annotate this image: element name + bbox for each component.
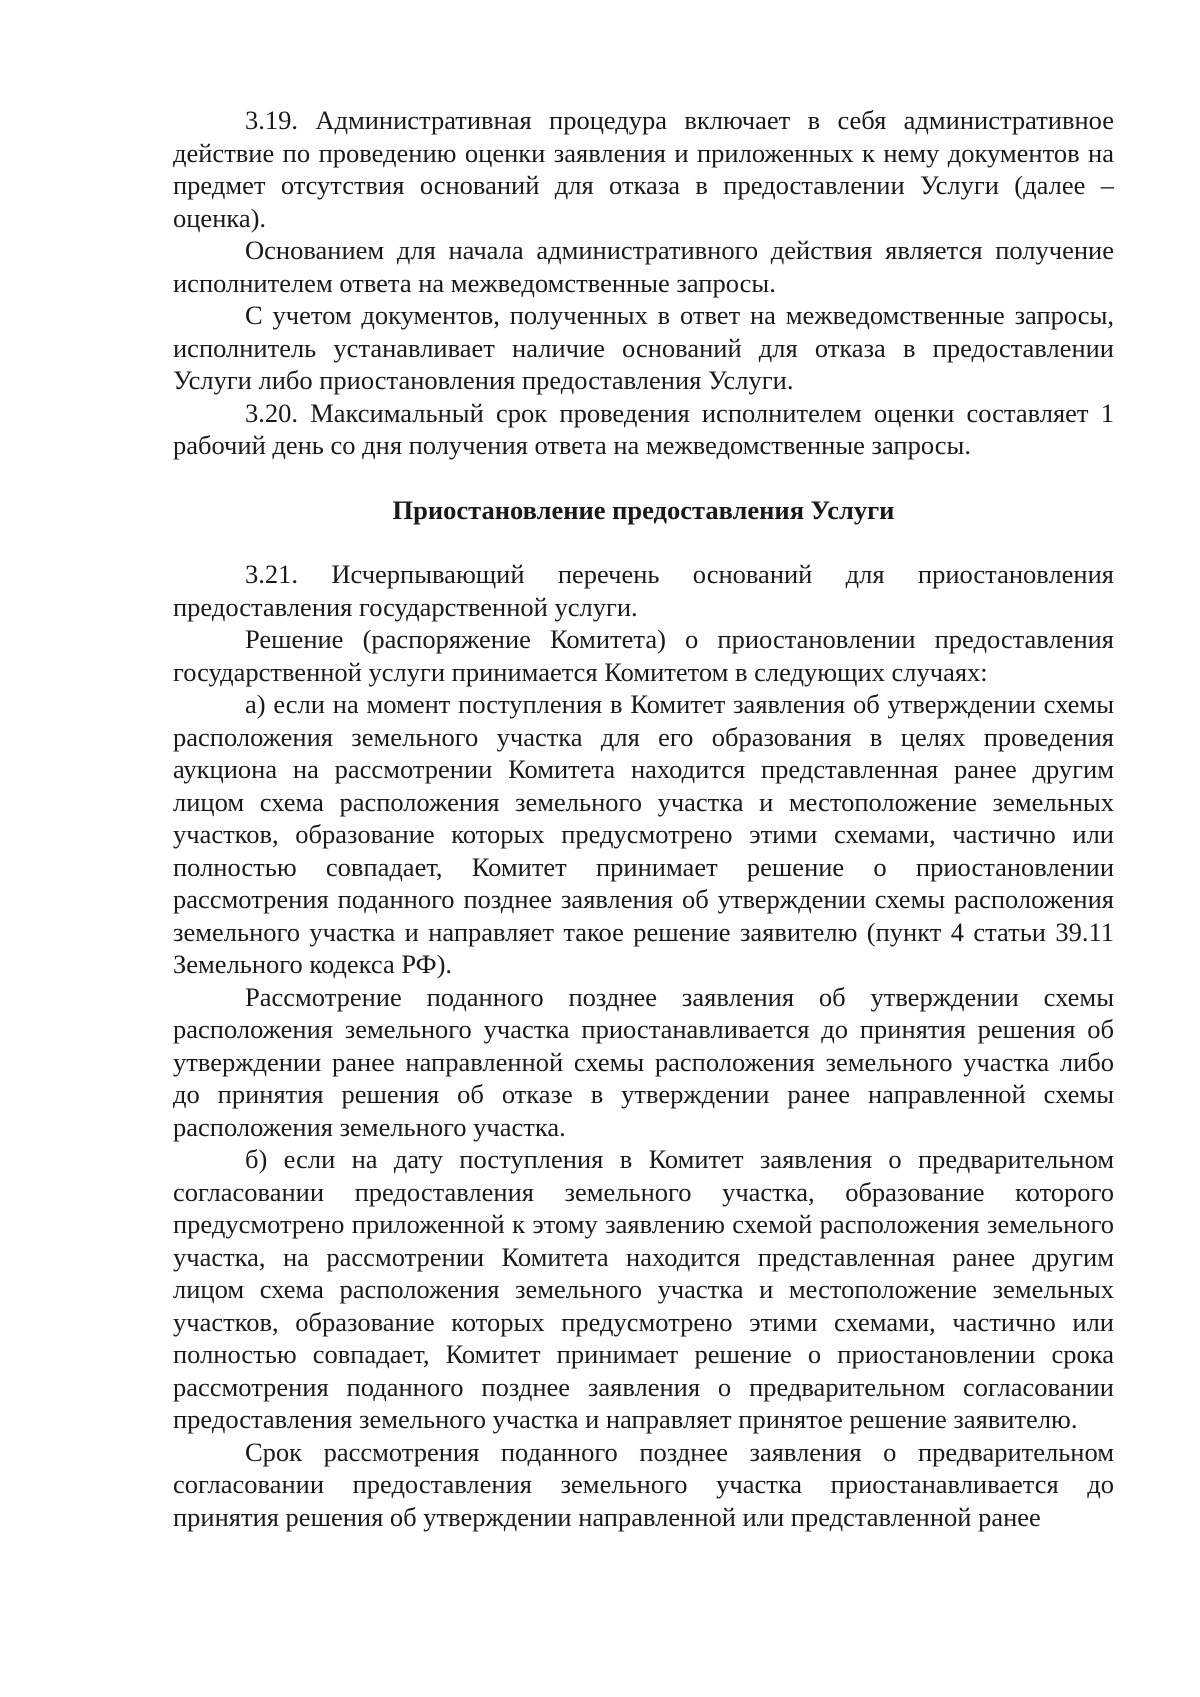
- paragraph-term: Срок рассмотрения поданного позднее заявления о предварительном согласовании предоставления земельного участка приостанавливается до принятия решения об утверждении направленной или представленной ранее: [173, 1436, 1114, 1532]
- paragraph-decision: Решение (распоряжение Комитета) о приостановлении предоставления государственной услуги принимается Комитетом в следующих случаях:: [173, 624, 1114, 687]
- paragraph-3-19: 3.19. Административная процедура включает в себя административное действие по проведению оценки заявления и приложенных к нему документов на предмет отсутствия оснований для отказа в предоставлении Услуги (далее – оценка).: [173, 105, 1114, 233]
- paragraph-consideration: Рассмотрение поданного позднее заявления об утверждении схемы расположения земельного участка приостанавливается до принятия решения об утверждении ранее направленной схемы расположения земельного участка либо до принятия решения об отказе в утверждении ранее направленной схемы расположения земельного участка.: [173, 981, 1114, 1142]
- paragraph-basis: Основанием для начала административного действия является получение исполнителем ответа на межведомственные запросы.: [173, 235, 1114, 298]
- paragraph-case-a: а) если на момент поступления в Комитет заявления об утверждении схемы расположения земельного участка для его образования в целях проведения аукциона на рассмотрении Комитета находится представленная ранее другим лицом схема расположения земельного участка и местоположение земельных участков, образование которых предусмотрено этими схемами, частично или полностью совпадает, Комитет принимает решение о приостановлении рассмотрения поданного позднее заявления об утверждении схемы расположения земельного участка и направляет такое решение заявителю (пункт 4 статьи 39.11 Земельного кодекса РФ).: [173, 689, 1114, 979]
- paragraph-3-20: 3.20. Максимальный срок проведения исполнителем оценки составляет 1 рабочий день со дня получения ответа на межведомственные запросы.: [173, 397, 1114, 460]
- paragraph-case-b: б) если на дату поступления в Комитет заявления о предварительном согласовании предоставления земельного участка, образование которого предусмотрено приложенной к этому заявлению схемой расположения земельного участка, на рассмотрении Комитета находится представленная ранее другим лицом схема расположения земельного участка и местоположение земельных участков, образование которых предусмотрено этими схемами, частично или полностью совпадает, Комитет принимает решение о приостановлении срока рассмотрения поданного позднее заявления о предварительном согласовании предоставления земельного участка и направляет принятое решение заявителю.: [173, 1144, 1114, 1434]
- document-body: [173, 104, 1114, 1533]
- paragraph-3-21: 3.21. Исчерпывающий перечень оснований для приостановления предоставления государственной услуги.: [173, 559, 1114, 622]
- section-heading: Приостановление предоставления Услуги: [392, 494, 895, 525]
- paragraph-documents: С учетом документов, полученных в ответ на межведомственные запросы, исполнитель устанавливает наличие оснований для отказа в предоставлении Услуги либо приостановления предоставления Услуги.: [173, 300, 1114, 395]
